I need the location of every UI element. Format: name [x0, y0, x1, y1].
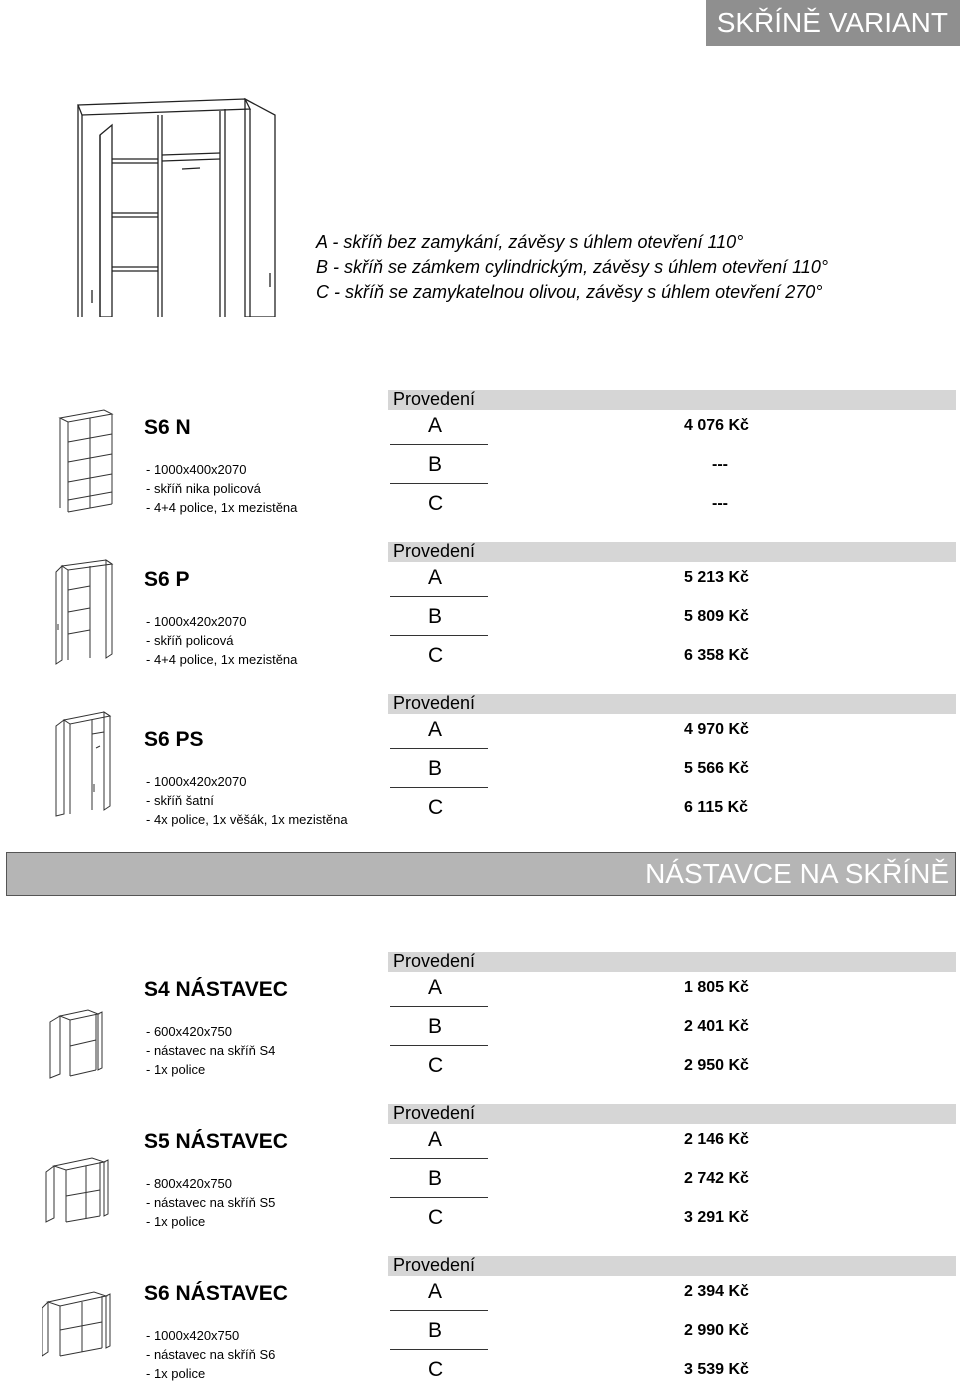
- provedeni-label: Provedení: [393, 951, 476, 971]
- variant-price: 2 990 Kč: [684, 1322, 749, 1339]
- wardrobe-icon: [42, 708, 122, 818]
- variant-letter: A: [428, 718, 443, 741]
- row-divider: [390, 1197, 488, 1198]
- provedeni-label: Provedení: [393, 693, 476, 713]
- variant-row-c: [388, 794, 956, 833]
- legend-item-a: A - skříň bez zamykání, závěsy s úhlem otevření 110°: [316, 232, 744, 252]
- product-features: - 1x police: [146, 1062, 206, 1077]
- variant-price: 6 358 Kč: [684, 647, 749, 664]
- page-title: SKŘÍNĚ VARIANT: [716, 7, 948, 38]
- provedeni-label: Provedení: [393, 389, 476, 409]
- variant-row-a: [388, 564, 956, 603]
- product-s6-nastavec: [0, 1256, 960, 1396]
- variant-letter: B: [428, 1319, 443, 1342]
- variant-row-c: [388, 490, 956, 529]
- product-name: S6 PS: [144, 728, 204, 751]
- row-divider: [390, 483, 488, 484]
- row-divider: [390, 1310, 488, 1311]
- product-features: - 1x police: [146, 1366, 206, 1381]
- cabinet-illustration: [70, 95, 290, 317]
- variant-price: 2 401 Kč: [684, 1018, 749, 1035]
- provedeni-header: [388, 1104, 956, 1124]
- product-type: - skříň šatní: [146, 793, 214, 808]
- variant-row-c: [388, 1356, 956, 1395]
- variant-letter: C: [428, 644, 444, 667]
- variant-row-b: [388, 755, 956, 794]
- product-name: S5 NÁSTAVEC: [144, 1130, 288, 1153]
- variant-row-a: [388, 716, 956, 755]
- variant-price: 2 394 Kč: [684, 1283, 749, 1300]
- product-features: - 4x police, 1x věšák, 1x mezistěna: [146, 812, 348, 827]
- variant-price: 2 950 Kč: [684, 1057, 749, 1074]
- row-divider: [390, 1006, 488, 1007]
- row-divider: [390, 1349, 488, 1350]
- variant-price: 2 742 Kč: [684, 1170, 749, 1187]
- product-s4-nastavec: [0, 952, 960, 1092]
- variant-row-b: [388, 1013, 956, 1052]
- section-title: NÁSTAVCE NA SKŘÍNĚ: [645, 858, 949, 889]
- variant-price: 5 809 Kč: [684, 608, 749, 625]
- variant-letter: B: [428, 757, 443, 780]
- product-name: S6 N: [144, 416, 191, 439]
- variant-letter: C: [428, 1206, 444, 1229]
- variant-row-c: [388, 642, 956, 681]
- cabinet-with-doors-icon: [42, 556, 122, 666]
- row-divider: [390, 444, 488, 445]
- variant-letter: C: [428, 1358, 444, 1381]
- variant-row-a: [388, 1126, 956, 1165]
- top-unit-icon: [42, 994, 122, 1104]
- row-divider: [390, 596, 488, 597]
- variant-letter: A: [428, 414, 443, 437]
- header-bar: [706, 0, 960, 46]
- legend-item-b: B - skříň se zámkem cylindrickým, závěsy s úhlem otevření 110°: [316, 257, 829, 277]
- product-s6-p: [0, 542, 960, 682]
- product-features: - 4+4 police, 1x mezistěna: [146, 500, 298, 515]
- provedeni-label: Provedení: [393, 1255, 476, 1275]
- variant-letter: A: [428, 1128, 443, 1151]
- provedeni-header: [388, 390, 956, 410]
- product-description: [146, 460, 297, 517]
- product-dimensions: - 1000x420x2070: [146, 614, 247, 629]
- product-dimensions: - 600x420x750: [146, 1024, 233, 1039]
- variant-letter: A: [428, 976, 443, 999]
- product-s5-nastavec: [0, 1104, 960, 1244]
- variant-letter: B: [428, 453, 443, 476]
- variant-price: 5 213 Kč: [684, 569, 749, 586]
- variant-letter: C: [428, 1054, 444, 1077]
- variant-price: ---: [712, 495, 728, 512]
- provedeni-label: Provedení: [393, 1103, 476, 1123]
- product-description: [146, 772, 348, 829]
- row-divider: [390, 748, 488, 749]
- variant-letter: B: [428, 605, 443, 628]
- variant-row-a: [388, 412, 956, 451]
- variant-letter: C: [428, 492, 444, 515]
- row-divider: [390, 1158, 488, 1159]
- variant-letter: B: [428, 1015, 443, 1038]
- cabinet-open-shelf-icon: [42, 408, 122, 518]
- row-divider: [390, 787, 488, 788]
- product-type: - nástavec na skříň S4: [146, 1043, 276, 1058]
- legend-item-c: C - skříň se zamykatelnou olivou, závěsy s úhlem otevření 270°: [316, 282, 823, 302]
- provedeni-label: Provedení: [393, 541, 476, 561]
- variant-row-a: [388, 974, 956, 1013]
- product-description: [146, 1174, 275, 1231]
- product-dimensions: - 800x420x750: [146, 1176, 233, 1191]
- product-name: S4 NÁSTAVEC: [144, 978, 288, 1001]
- product-name: S6 P: [144, 568, 190, 591]
- top-unit-icon: [42, 1146, 122, 1256]
- variant-price: 2 146 Kč: [684, 1131, 749, 1148]
- variant-row-b: [388, 1165, 956, 1204]
- variant-price: ---: [712, 456, 728, 473]
- product-dimensions: - 1000x420x750: [146, 1328, 240, 1343]
- variant-legend: [316, 230, 828, 305]
- product-type: - skříň nika policová: [146, 481, 261, 496]
- variant-row-c: [388, 1052, 956, 1091]
- variant-price: 3 539 Kč: [684, 1361, 749, 1378]
- product-dimensions: - 1000x400x2070: [146, 462, 247, 477]
- variant-letter: C: [428, 796, 444, 819]
- product-description: [146, 612, 297, 669]
- provedeni-header: [388, 952, 956, 972]
- product-dimensions: - 1000x420x2070: [146, 774, 247, 789]
- product-type: - skříň policová: [146, 633, 234, 648]
- product-description: [146, 1022, 275, 1079]
- product-description: [146, 1326, 275, 1383]
- variant-price: 3 291 Kč: [684, 1209, 749, 1226]
- section-bar: [6, 852, 956, 896]
- provedeni-header: [388, 1256, 956, 1276]
- provedeni-header: [388, 542, 956, 562]
- product-features: - 1x police: [146, 1214, 206, 1229]
- product-type: - nástavec na skříň S6: [146, 1347, 276, 1362]
- variant-price: 4 970 Kč: [684, 721, 749, 738]
- top-unit-icon: [42, 1280, 122, 1390]
- variant-row-b: [388, 1317, 956, 1356]
- variant-letter: B: [428, 1167, 443, 1190]
- variant-letter: A: [428, 1280, 443, 1303]
- variant-row-a: [388, 1278, 956, 1317]
- variant-letter: A: [428, 566, 443, 589]
- product-name: S6 NÁSTAVEC: [144, 1282, 288, 1305]
- variant-price: 5 566 Kč: [684, 760, 749, 777]
- row-divider: [390, 635, 488, 636]
- product-s6-ps: [0, 694, 960, 834]
- product-features: - 4+4 police, 1x mezistěna: [146, 652, 298, 667]
- variant-row-b: [388, 603, 956, 642]
- product-type: - nástavec na skříň S5: [146, 1195, 276, 1210]
- row-divider: [390, 1045, 488, 1046]
- variant-price: 1 805 Kč: [684, 979, 749, 996]
- variant-price: 6 115 Kč: [684, 799, 749, 816]
- variant-price: 4 076 Kč: [684, 417, 749, 434]
- product-s6-n: [0, 390, 960, 530]
- variant-row-b: [388, 451, 956, 490]
- variant-row-c: [388, 1204, 956, 1243]
- provedeni-header: [388, 694, 956, 714]
